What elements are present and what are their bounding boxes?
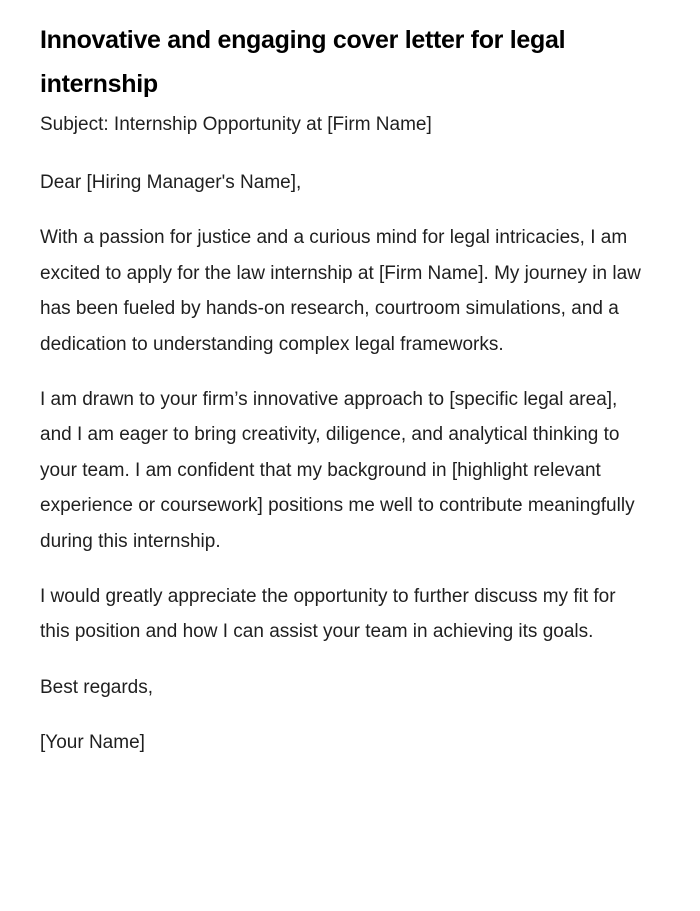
subject-line: Subject: Internship Opportunity at [Firm Name] <box>40 114 432 135</box>
cover-letter-document <box>40 18 645 761</box>
body-paragraph-3: I would greatly appreciate the opportunity to further discuss my fit for this position and how I can assist your team in achieving its goals. <box>40 586 616 643</box>
document-title: Innovative and engaging cover letter for legal internship <box>40 26 566 98</box>
signature: [Your Name] <box>40 732 145 754</box>
body-paragraph-2: I am drawn to your firm’s innovative approach to [specific legal area], and I am eager to bring creativity, diligence, and analytical thinking to your team. I am confident that my background in [highlight relevant experience or coursework] positions me well to contribute meaningfully during this internship. <box>40 389 635 552</box>
closing-line: Best regards, <box>40 676 153 698</box>
body-paragraph-1: With a passion for justice and a curious mind for legal intricacies, I am excited to apply for the law internship at [Firm Name]. My journey in law has been fueled by hands-on research, courtroom simulations, and a dedication to understanding complex legal frameworks. <box>40 227 641 355</box>
greeting: Dear [Hiring Manager's Name], <box>40 172 302 193</box>
